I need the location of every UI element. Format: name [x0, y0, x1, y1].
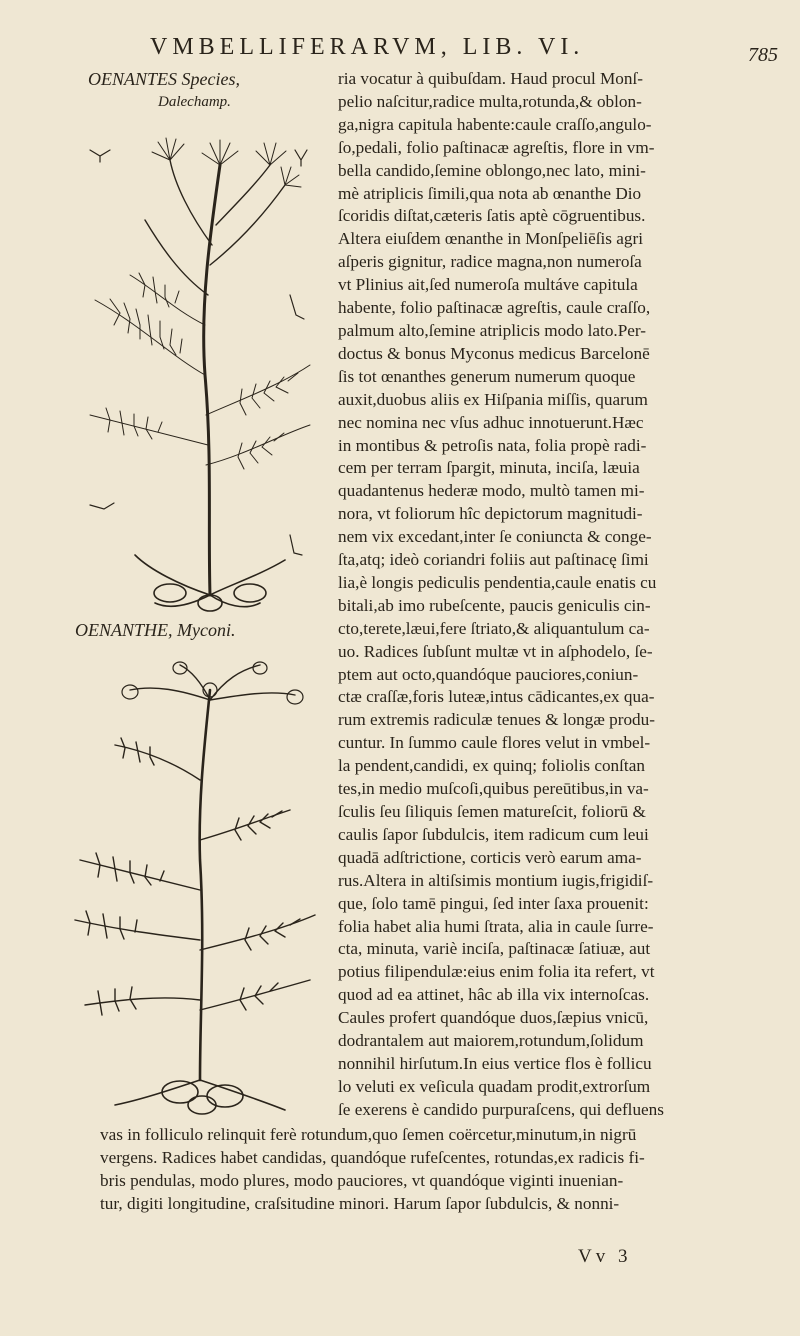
text-line: mè atriplicis ſimili,qua nota ab œnanthe Dio — [338, 183, 642, 203]
text-line: cto,terete,læui,fere ſtriato,& aliquantulum ca- — [338, 618, 650, 638]
text-line: cuntur. In ſummo caule flores velut in vmbel- — [338, 733, 651, 753]
text-line: rus.Altera in altiſsimis montium iugis,frigidiſ- — [338, 870, 654, 890]
text-line: ſe exerens è candido purpuraſcens, qui defluens — [338, 1099, 664, 1119]
text-line: ria vocatur à quibuſdam. Haud procul Monſ- — [338, 69, 643, 88]
text-line: ſculis ſeu ſiliquis ſemen matureſcit, foliorū & — [338, 802, 646, 821]
text-line: ſo,pedali, folio paſtinacæ agreſtis, flore in vm- — [338, 137, 655, 157]
text-line: ga,nigra capitula habente:caule craſſo,angulo- — [338, 114, 652, 134]
text-line: ptem aut octo,quandóque pauciores,coniun- — [338, 664, 639, 684]
text-line: nonnihil hirſutum.In eius vertice flos è follicu — [338, 1053, 652, 1073]
text-line: lia,è longis pediculis pendentia,caule enatis cu — [338, 572, 657, 592]
text-line: nem vix excedant,inter ſe coniuncta & conge- — [338, 527, 652, 547]
text-line: la pendent,candidi, ex quinq; foliolis conſtan — [338, 756, 645, 776]
text-line: caulis ſapor ſubdulcis, item radicum cum leui — [338, 824, 649, 844]
text-line: ſis tot œnanthes generum numerum quoque — [338, 366, 636, 386]
text-line: bris pendulas, modo plures, modo pauciores, vt quandóque viginti inuenian- — [100, 1170, 624, 1190]
text-line: vt Plinius ait,ſed numeroſa multáve capitula — [338, 275, 638, 295]
text-line: tur, digiti longitudine, craſsitudine minori. Harum ſapor ſubdulcis, & nonni- — [100, 1193, 620, 1213]
text-line: ctæ craſſæ,foris luteæ,intus cādicantes,ex qua- — [338, 687, 655, 707]
figure-1-caption-line-2: Dalechamp. — [158, 94, 231, 110]
text-line: potius filipendulæ:eius enim folia ita refert, vt — [338, 962, 655, 982]
figure-2-caption: OENANTHE, Myconi. — [75, 620, 236, 640]
text-line: vergens. Radices habet candidas, quandóque rufeſcentes, rotundas,ex radicis fi- — [100, 1147, 645, 1167]
page-number: 785 — [748, 44, 778, 66]
text-line: ſcoridis diſtat,cæteris ſatis aptè cōgruentibus. — [338, 206, 646, 226]
text-line: doctus & bonus Myconus medicus Barcelonē — [338, 343, 650, 363]
text-line: quadā adſtrictione, corticis verò earum ama- — [338, 847, 642, 867]
figure-1-caption-line-1: OENANTES Species, — [88, 69, 240, 89]
text-line: que, ſolo tamē pingui, ſed inter ſaxa prouenit: — [338, 893, 649, 913]
plant-illustration-2-icon — [60, 660, 330, 1120]
text-line: bella candido,ſemine oblongo,nec lato, mini- — [338, 160, 646, 180]
text-line: cta, minuta, variè inciſa, paſtinacæ ſatiuæ, aut — [338, 939, 651, 959]
text-line: quod ad ea attinet, hâc ab illa vix internoſcas. — [338, 985, 650, 1005]
text-line: tes,in medio muſcoſi,quibus pereūtibus,in va- — [338, 779, 649, 799]
text-line: palmum alto,ſemine atriplicis modo lato.Per- — [338, 320, 647, 340]
text-line: aſperis gignitur, radice magna,non numeroſa — [338, 252, 642, 272]
text-line: habente, folio paſtinacæ agreſtis, caule craſſo, — [338, 298, 651, 318]
text-line: rum extremis radiculæ tenues & longæ produ- — [338, 710, 655, 730]
text-line: vas in folliculo relinquit ferè rotundum,quo ſemen coërcetur,minutum,in nigrū — [100, 1125, 637, 1144]
running-title: VMBELLIFERARVM, LIB. VI. — [150, 34, 585, 60]
signature-mark: Vv 3 — [578, 1246, 632, 1267]
figure-1-caption — [88, 68, 313, 114]
plant-illustration-1-icon — [60, 125, 325, 615]
text-line: nora, vt foliorum hîc depictorum magnitudi- — [338, 504, 643, 524]
text-line: dodrantalem aut maiorem,rotundum,ſolidum — [338, 1031, 644, 1051]
text-line: pelio naſcitur,radice multa,rotunda,& oblon- — [338, 91, 642, 111]
full-width-text — [100, 1124, 718, 1216]
text-line: quadantenus hederæ modo, multò tamen mi- — [338, 481, 645, 501]
text-line: uo. Radices ſubſunt multæ vt in aſphodelo, ſe- — [338, 641, 653, 661]
main-text-column — [338, 68, 718, 1122]
text-line: Altera eiuſdem œnanthe in Monſpeliēſis agri — [338, 229, 643, 249]
text-line: bitali,ab imo rubeſcente, paucis geniculis cin- — [338, 595, 651, 615]
text-line: in montibus & petroſis nata, folia propè radi- — [338, 435, 647, 455]
text-line: lo veluti ex veſicula quadam prodit,extrorſum — [338, 1076, 651, 1096]
text-line: nec nomina nec vſus adhuc innotuerunt.Hæc — [338, 412, 644, 432]
text-line: cem per terram ſpargit, minuta, inciſa, læuia — [338, 458, 640, 478]
text-line: folia habet alia humi ſtrata, alia in caule ſurre- — [338, 916, 654, 936]
text-line: ſta,atq; ideò coriandri foliis aut paſtinacę ſimi — [338, 550, 649, 570]
text-line: auxit,duobus aliis ex Hiſpania miſſis, quarum — [338, 389, 648, 409]
text-line: Caules profert quandóque duos,ſæpius vnicū, — [338, 1008, 649, 1028]
